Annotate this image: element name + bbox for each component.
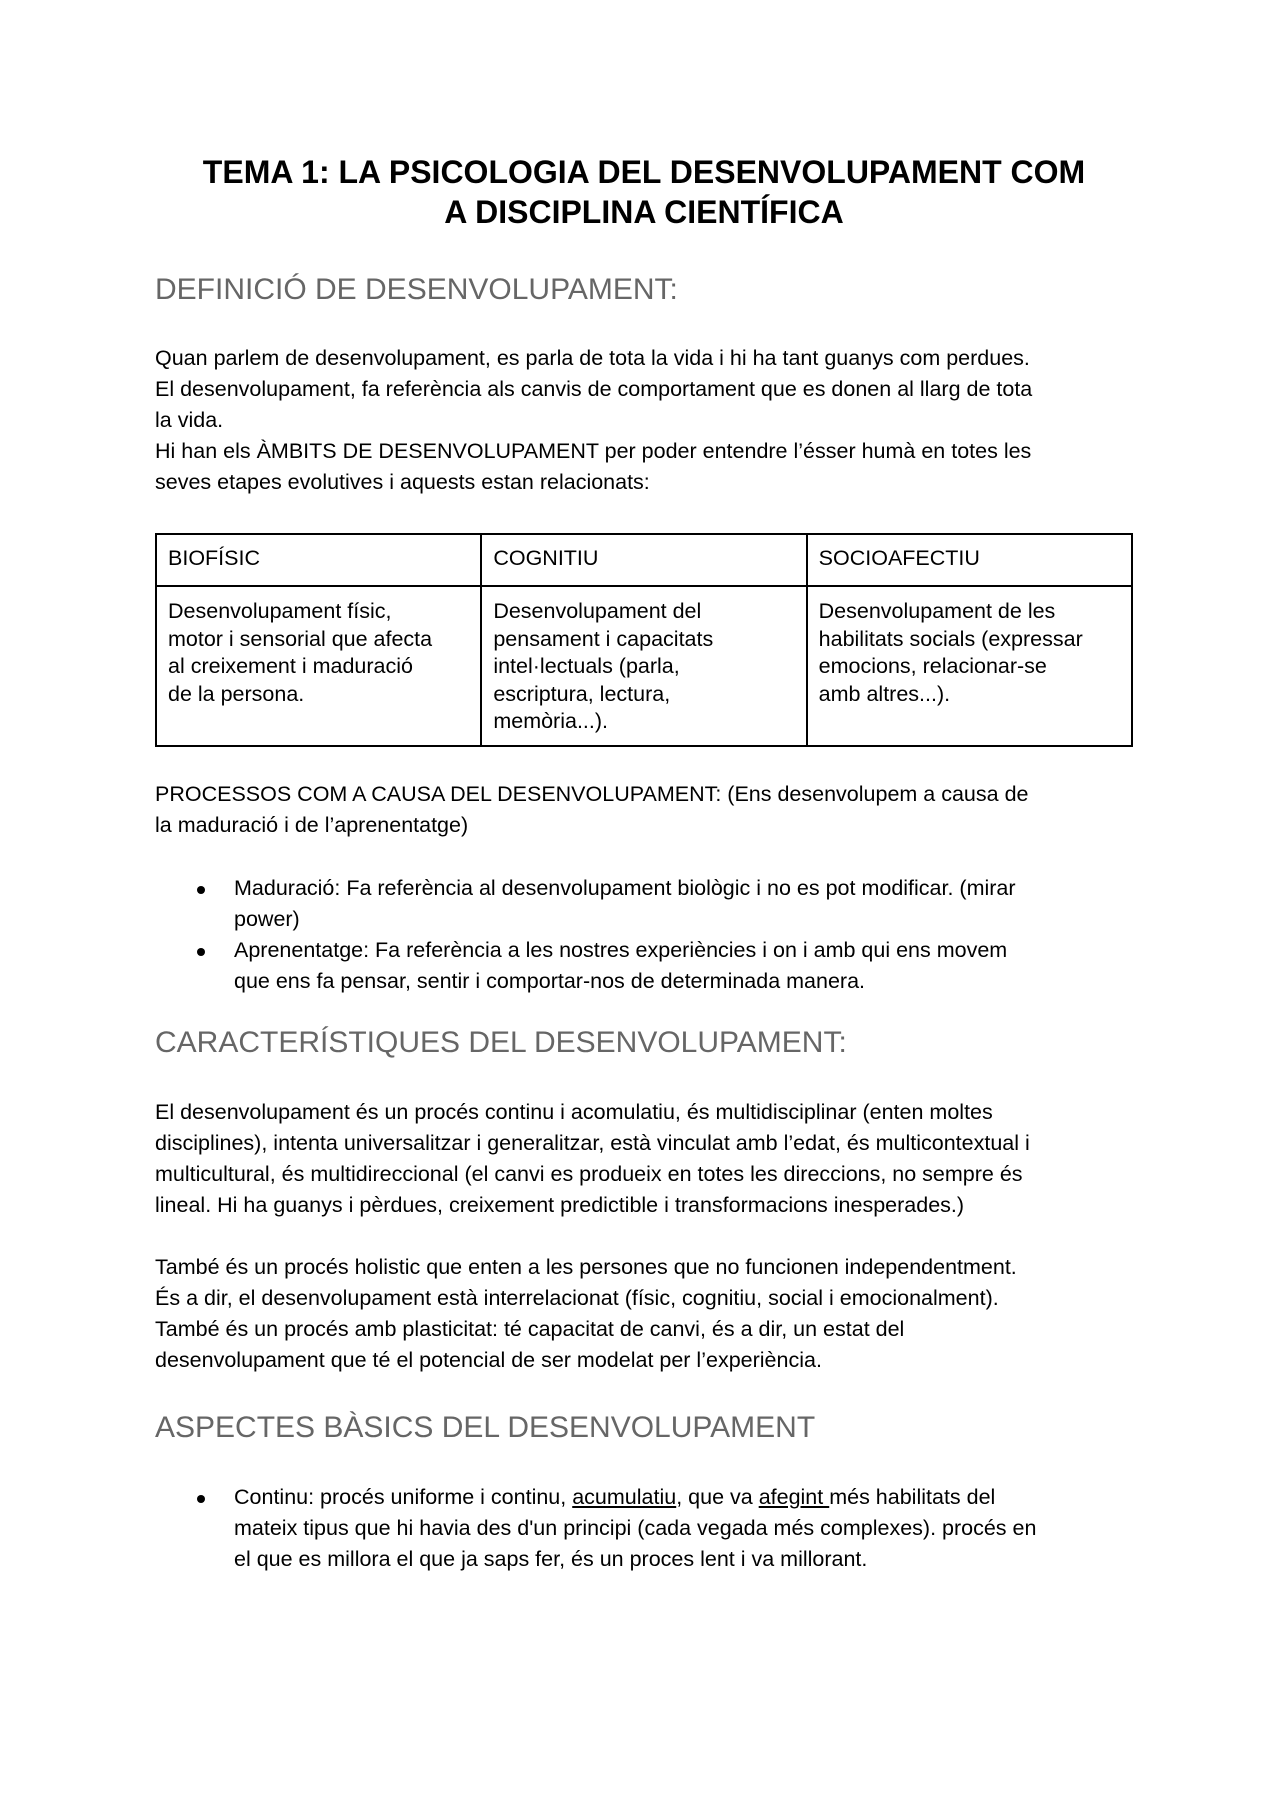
text-span: Continu: procés uniforme i continu, (234, 1485, 573, 1509)
text-line: També és un procés amb plasticitat: té capacitat de canvi, és a dir, un estat del (155, 1317, 905, 1341)
ambits-table (155, 533, 1133, 747)
cell-line: Desenvolupament físic, (168, 599, 392, 623)
table-header-cell: COGNITIU (481, 534, 806, 586)
bullet-icon (197, 1495, 205, 1503)
text-span: , que va (676, 1485, 759, 1509)
list-item-line: Aprenentatge: Fa referència a les nostres experiències i on i amb qui ens movem (234, 938, 1008, 962)
table-cell-cognitiu (481, 586, 806, 746)
bullet-icon (197, 886, 205, 894)
heading-caracteristiques: CARACTERÍSTIQUES DEL DESENVOLUPAMENT: (155, 1026, 847, 1059)
text-line: PROCESSOS COM A CAUSA DEL DESENVOLUPAMENT: (Ens desenvolupem a causa de (155, 782, 1029, 806)
list-item (155, 873, 1016, 935)
text-line: multicultural, és multidireccional (el canvi es produeix en totes les direccions, no sempre és (155, 1162, 1023, 1186)
heading-aspectes: ASPECTES BÀSICS DEL DESENVOLUPAMENT (155, 1411, 816, 1444)
text-line: És a dir, el desenvolupament està interrelacionat (físic, cognitiu, social i emocionalment). (155, 1286, 999, 1310)
text-line: disciplines), intenta universalitzar i generalitzar, està vinculat amb l’edat, és multicontextual i (155, 1131, 1030, 1155)
table-row (156, 586, 1132, 746)
bullet-icon (197, 948, 205, 956)
cell-line: habilitats socials (expressar (818, 626, 1083, 651)
text-line: desenvolupament que té el potencial de ser modelat per l’experiència. (155, 1348, 822, 1372)
table-cell-socioafectiu (807, 586, 1132, 746)
aspectes-list (155, 1482, 1036, 1575)
cell-line: amb altres...). (818, 681, 951, 706)
text-line: El desenvolupament, fa referència als canvis de comportament que es donen al llarg de tota (155, 377, 1033, 401)
list-item (155, 935, 1016, 997)
cell-line: escriptura, lectura, (493, 681, 671, 706)
list-item-line: power) (234, 907, 300, 931)
list-item-line: mateix tipus que hi havia des d'un principi (cada vegada més complexes). procés en (234, 1516, 1037, 1540)
table-header-cell: SOCIOAFECTIU (807, 534, 1132, 586)
caracteristiques-paragraph-2 (155, 1252, 1133, 1376)
list-item-line (234, 1482, 1036, 1513)
heading-definicio: DEFINICIÓ DE DESENVOLUPAMENT: (155, 273, 678, 306)
text-line: lineal. Hi ha guanys i pèrdues, creixement predictible i transformacions inesperades.) (155, 1193, 965, 1217)
text-line: El desenvolupament és un procés continu i acomulatiu, és multidisciplinar (enten moltes (155, 1100, 993, 1124)
list-item-line: el que es millora el que ja saps fer, és un proces lent i va millorant. (234, 1547, 868, 1571)
caracteristiques-paragraph-1 (155, 1097, 1133, 1221)
title-line-1: TEMA 1: LA PSICOLOGIA DEL DESENVOLUPAMENT COM (202, 154, 1086, 190)
table-header-cell: BIOFÍSIC (156, 534, 481, 586)
processos-list (155, 873, 1016, 997)
cell-line: Desenvolupament del (493, 599, 702, 623)
cell-line: motor i sensorial que afecta (168, 626, 433, 651)
text-line: Quan parlem de desenvolupament, es parla de tota la vida i hi ha tant guanys com perdues. (155, 346, 1030, 370)
cell-line: memòria...). (493, 709, 609, 733)
list-item (155, 1482, 1036, 1575)
processos-paragraph (155, 779, 1133, 841)
cell-line: al creixement i maduració (168, 654, 413, 678)
text-line: la vida. (155, 408, 224, 432)
list-item-line: que ens fa pensar, sentir i comportar-nos de determinada manera. (234, 969, 866, 993)
cell-line: Desenvolupament de les (818, 599, 1056, 623)
cell-line: pensament i capacitats (493, 626, 714, 651)
text-line: També és un procés holistic que enten a les persones que no funcionen independentment. (155, 1255, 1017, 1279)
definicio-paragraph (155, 343, 1133, 498)
text-line: Hi han els ÀMBITS DE DESENVOLUPAMENT per poder entendre l’ésser humà en totes les (155, 439, 1032, 463)
text-span: més habilitats del (829, 1485, 996, 1509)
underlined-word: acumulatiu (572, 1485, 677, 1509)
cell-line: emocions, relacionar-se (818, 654, 1047, 678)
cell-line: intel·lectuals (parla, (493, 654, 680, 678)
title-line-2: A DISCIPLINA CIENTÍFICA (444, 194, 844, 230)
table-header-row (156, 534, 1132, 586)
text-line: seves etapes evolutives i aquests estan relacionats: (155, 470, 650, 494)
table-cell-biofisic (156, 586, 481, 746)
cell-line: de la persona. (168, 681, 305, 706)
underlined-word: afegint (758, 1485, 830, 1509)
document-title (155, 152, 1133, 232)
list-item-line: Maduració: Fa referència al desenvolupament biològic i no es pot modificar. (mirar (234, 876, 1016, 900)
text-line: la maduració i de l’aprenentatge) (155, 813, 469, 837)
